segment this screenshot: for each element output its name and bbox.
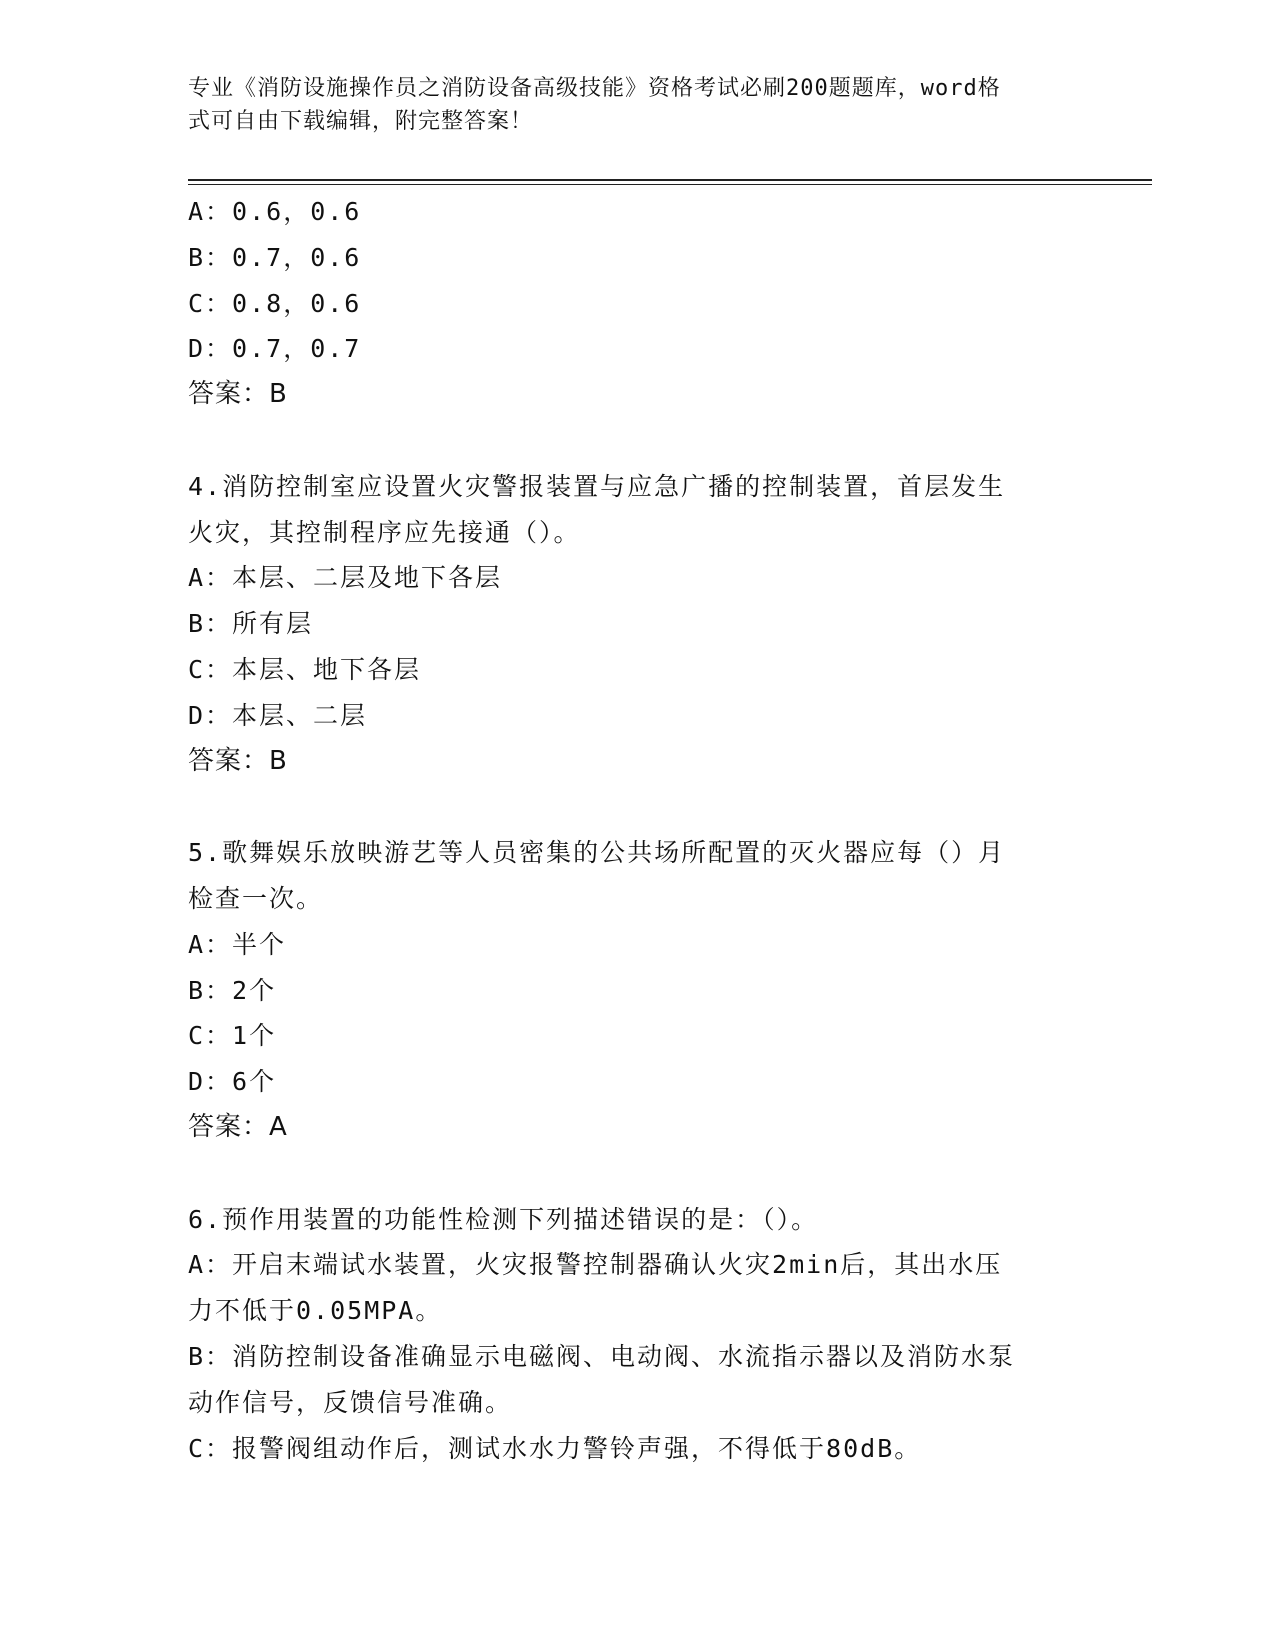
question-text: 6.预作用装置的功能性检测下列描述错误的是：（）。: [188, 1204, 819, 1234]
option-a-cont: 力不低于0.05MPA。: [188, 1296, 443, 1326]
option-c: C：1个: [188, 1021, 277, 1051]
document-header: [188, 72, 1068, 138]
spacer: [188, 418, 1088, 464]
header-line-2: 式可自由下载编辑，附完整答案！: [188, 109, 534, 134]
spacer: [188, 1151, 1088, 1197]
header-divider-thin: [188, 184, 1152, 185]
option-b: B：消防控制设备准确显示电磁阀、电动阀、水流指示器以及消防水泵: [188, 1341, 1016, 1371]
question-text-cont: 火灾，其控制程序应先接通（）。: [188, 517, 581, 547]
answer-line: 答案：B: [188, 379, 288, 410]
question-6-block: [188, 1197, 1088, 1472]
option-d: D：本层、二层: [188, 700, 368, 730]
spacer: [188, 784, 1088, 830]
question-4-block: [188, 464, 1088, 785]
option-c: C：本层、地下各层: [188, 654, 422, 684]
option-a: A：0.6，0.6: [188, 197, 362, 226]
option-b-cont: 动作信号，反馈信号准确。: [188, 1387, 513, 1417]
option-b: B：0.7，0.6: [188, 242, 362, 272]
question-5-block: [188, 830, 1088, 1151]
question-text: 5.歌舞娱乐放映游艺等人员密集的公共场所配置的灭火器应每（）月: [188, 838, 1006, 868]
question-list: [188, 189, 1088, 1471]
question-text: 4.消防控制室应设置火灾警报装置与应急广播的控制装置，首层发生: [188, 471, 1006, 501]
header-divider-thick: [188, 179, 1152, 181]
option-b: B：2个: [188, 975, 277, 1005]
option-a: A：半个: [188, 929, 287, 959]
option-a: A：本层、二层及地下各层: [188, 563, 503, 593]
option-c: C：报警阀组动作后，测试水水力警铃声强，不得低于80dB。: [188, 1433, 922, 1463]
option-b: B：所有层: [188, 609, 314, 639]
answer-line: 答案：B: [188, 745, 288, 776]
header-line-1: 专业《消防设施操作员之消防设备高级技能》资格考试必刷200题题库，word格: [188, 76, 1001, 101]
option-d: D：0.7，0.7: [188, 334, 362, 364]
option-d: D：6个: [188, 1067, 277, 1097]
option-a: A：开启末端试水装置，火灾报警控制器确认火灾2min后，其出水压: [188, 1250, 1003, 1280]
question-text-cont: 检查一次。: [188, 883, 324, 913]
option-c: C：0.8，0.6: [188, 288, 362, 318]
question-3-block: [188, 189, 1088, 418]
answer-line: 答案：A: [188, 1111, 288, 1142]
